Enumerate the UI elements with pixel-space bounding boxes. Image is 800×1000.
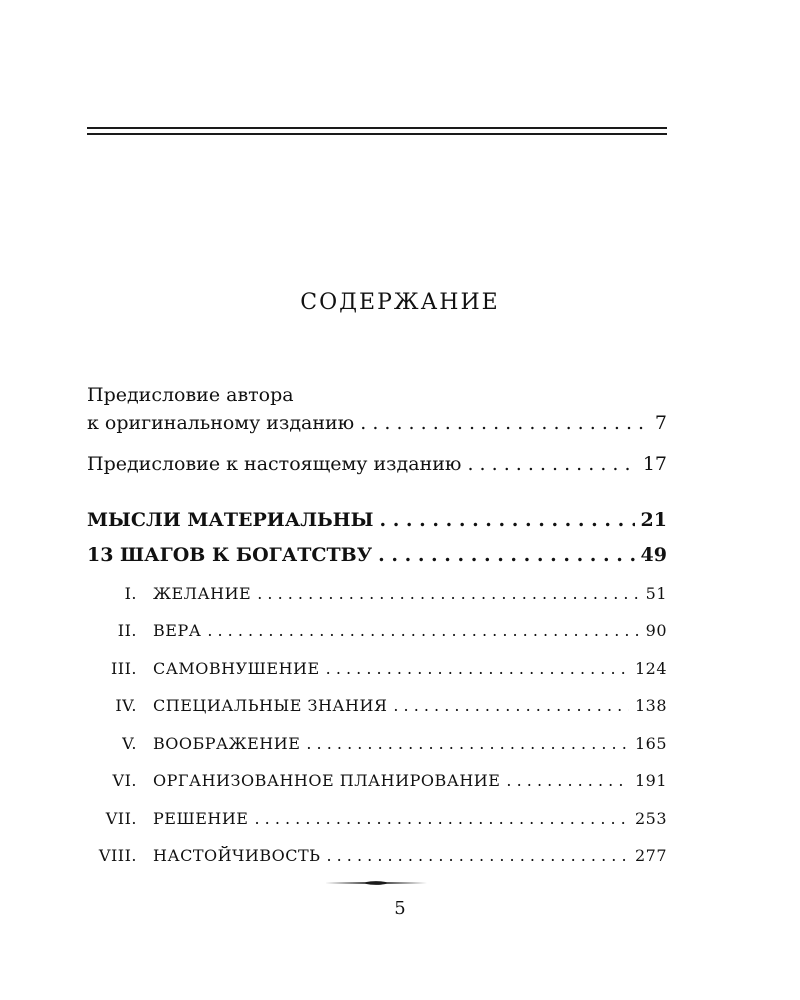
toc-entry-preface[interactable] [87, 453, 667, 475]
toc-entry-label: МЫСЛИ МАТЕРИАЛЬНЫ [87, 509, 374, 531]
dot-leader [378, 544, 634, 566]
step-number: VI. [112, 771, 137, 790]
toc-entry-step[interactable] [87, 734, 667, 753]
toc-entry-page: 191 [634, 771, 667, 790]
step-number: V. [122, 734, 137, 753]
toc-entry-label: НАСТОЙЧИВОСТЬ [153, 846, 321, 865]
dot-leader [207, 621, 639, 640]
dot-leader [467, 453, 636, 475]
toc-entry-page: 277 [634, 846, 667, 865]
toc-entry-page: 51 [645, 584, 667, 603]
dot-leader [254, 809, 628, 828]
dot-leader [506, 771, 629, 790]
toc-entry-section[interactable] [87, 544, 667, 566]
header-rule-bottom [87, 133, 667, 135]
page-number: 5 [394, 898, 406, 919]
ornament-divider [325, 880, 427, 886]
toc-entry-step[interactable] [87, 696, 667, 715]
toc-entry-page: 124 [634, 659, 667, 678]
toc-entry-page: 49 [640, 544, 667, 566]
toc-entry-page: 138 [634, 696, 667, 715]
toc-entry-page: 7 [654, 412, 667, 434]
toc-entry-label: ВЕРА [153, 621, 202, 640]
header-rule-top [87, 127, 667, 129]
toc-entry-label: СПЕЦИАЛЬНЫЕ ЗНАНИЯ [153, 696, 388, 715]
toc-entry-page: 17 [642, 453, 667, 475]
page-title: СОДЕРЖАНИЕ [300, 290, 500, 315]
dot-leader [326, 846, 629, 865]
dot-leader [257, 584, 639, 603]
toc-entry-step[interactable] [87, 584, 667, 603]
toc-entry-label: ВООБРАЖЕНИЕ [153, 734, 301, 753]
dot-leader [306, 734, 629, 753]
toc-entry-label: ЖЕЛАНИЕ [153, 584, 252, 603]
toc-entry-step[interactable] [87, 846, 667, 865]
toc-entry-step[interactable] [87, 659, 667, 678]
toc-entry-label: ОРГАНИЗОВАННОЕ ПЛАНИРОВАНИЕ [153, 771, 501, 790]
toc-entry-label: Предисловие к настоящему изданию [87, 453, 462, 475]
step-number: VIII. [98, 846, 137, 865]
dot-leader [326, 659, 629, 678]
toc-entry-step[interactable] [87, 809, 667, 828]
step-number: IV. [115, 696, 137, 715]
step-number: VII. [105, 809, 137, 828]
toc-entry-step[interactable] [87, 621, 667, 640]
toc-entry-label: САМОВНУШЕНИЕ [153, 659, 320, 678]
toc-entry-page: 90 [645, 621, 667, 640]
toc-entry-step[interactable] [87, 771, 667, 790]
toc-entry-label: РЕШЕНИЕ [153, 809, 249, 828]
toc-entry-section[interactable] [87, 509, 667, 531]
dot-leader [379, 509, 634, 531]
step-number: II. [117, 621, 137, 640]
dot-leader [393, 696, 629, 715]
toc-entry-label: к оригинальному изданию [87, 412, 355, 434]
step-number: III. [110, 659, 137, 678]
toc-entry-page: 253 [634, 809, 667, 828]
toc-entry-intro-line1: Предисловие автора [87, 384, 294, 406]
dot-leader [360, 412, 649, 434]
toc-entry-intro[interactable] [87, 412, 667, 434]
toc-entry-page: 21 [640, 509, 667, 531]
step-number: I. [124, 584, 137, 603]
toc-entry-page: 165 [634, 734, 667, 753]
toc-entry-label: 13 ШАГОВ К БОГАТСТВУ [87, 544, 373, 566]
